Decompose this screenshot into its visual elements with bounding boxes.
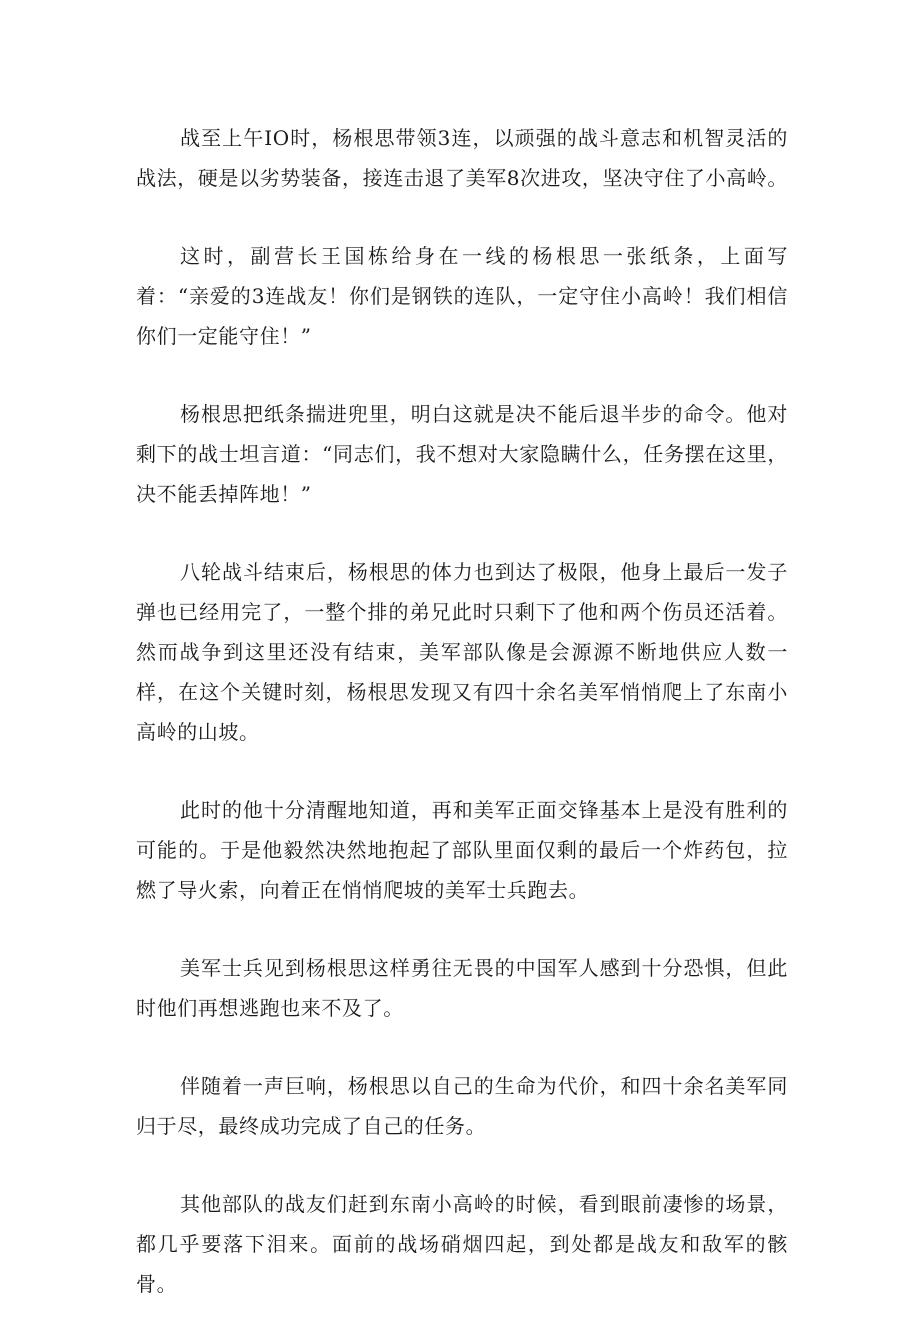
paragraph-1: 战至上午IO时，杨根思带领3连，以顽强的战斗意志和机智灵活的战法，硬是以劣势装备，接连击退了美军8次进攻，坚决守住了小高岭。 bbox=[136, 126, 788, 190]
paragraph-6: 美军士兵见到杨根思这样勇往无畏的中国军人感到十分恐惧，但此时他们再想逃跑也来不及了。 bbox=[136, 956, 788, 1020]
paragraph-2: 这时，副营长王国栋给身在一线的杨根思一张纸条，上面写着：“亲爱的3连战友！你们是钢铁的连队，一定守住小高岭！我们相信你们一定能守住！” bbox=[136, 244, 788, 348]
paragraph-3: 杨根思把纸条揣进兜里，明白这就是决不能后退半步的命令。他对剩下的战士坦言道：“同志们，我不想对大家隐瞒什么，任务摆在这里，决不能丢掉阵地！” bbox=[136, 402, 788, 506]
paragraph-8: 其他部队的战友们赶到东南小高岭的时候，看到眼前凄惨的场景，都几乎要落下泪来。面前的战场硝烟四起，到处都是战友和敌军的骸骨。 bbox=[136, 1192, 788, 1296]
paragraph-5: 此时的他十分清醒地知道，再和美军正面交锋基本上是没有胜利的可能的。于是他毅然决然地抱起了部队里面仅剩的最后一个炸药包，拉燃了导火索，向着正在悄悄爬坡的美军士兵跑去。 bbox=[136, 798, 788, 902]
paragraph-4: 八轮战斗结束后，杨根思的体力也到达了极限，他身上最后一发子弹也已经用完了，一整个排的弟兄此时只剩下了他和两个伤员还活着。然而战争到这里还没有结束，美军部队像是会源源不断地供应人数一样，在这个关键时刻，杨根思发现又有四十余名美军悄悄爬上了东南小高岭的山坡。 bbox=[136, 560, 788, 744]
article-body bbox=[136, 118, 788, 1342]
paragraph-7: 伴随着一声巨响，杨根思以自己的生命为代价，和四十余名美军同归于尽，最终成功完成了自己的任务。 bbox=[136, 1074, 788, 1138]
